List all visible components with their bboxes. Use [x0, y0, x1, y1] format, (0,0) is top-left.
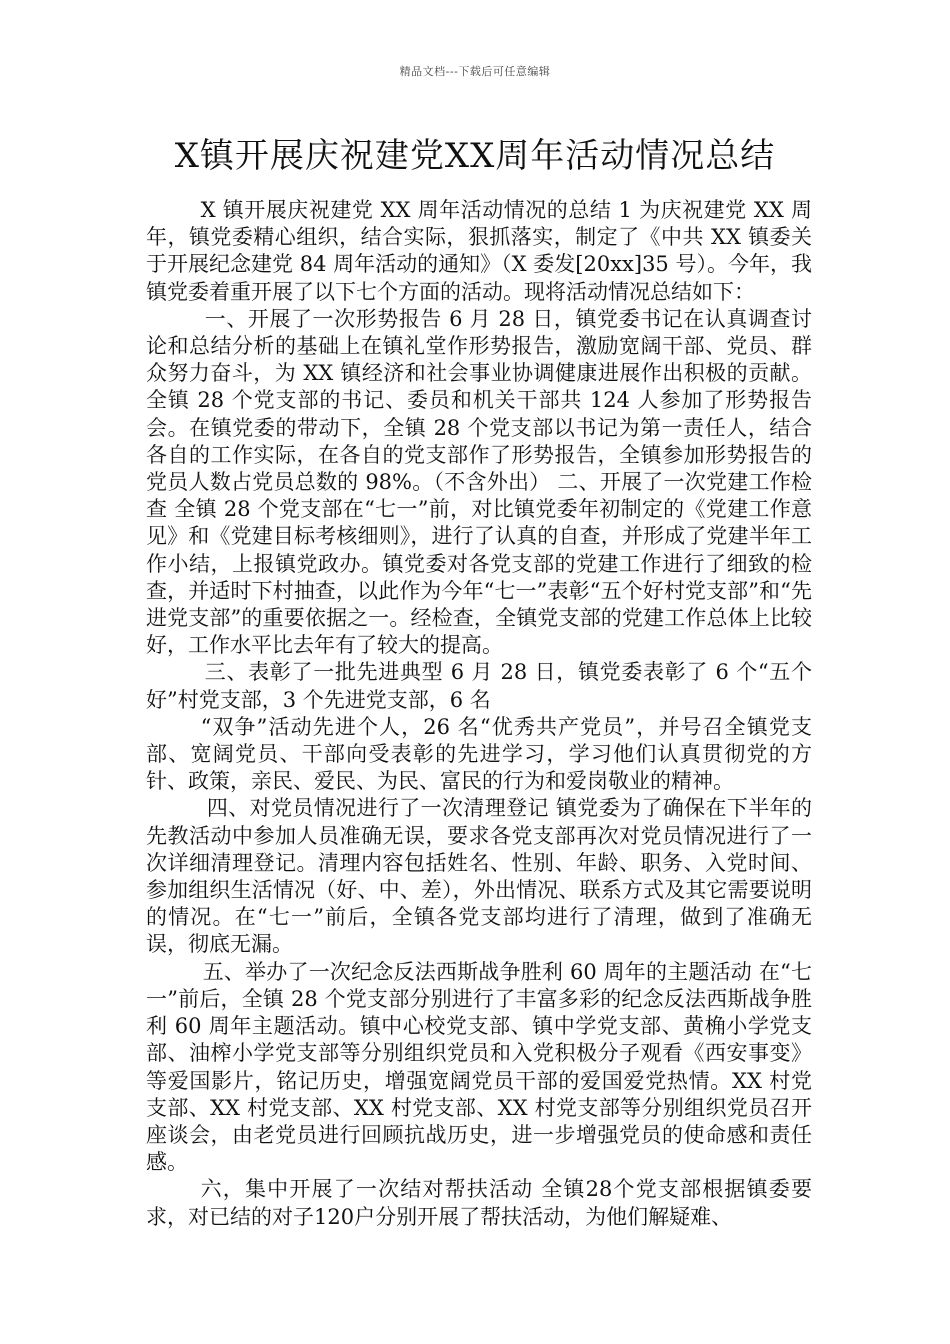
document-body [146, 197, 812, 1231]
paragraph-section-4: 四、对党员情况进行了一次清理登记 镇党委为了确保在下半年的先教活动中参加人员准确无误，要求各党支部再次对党员情况进行了一次详细清理登记。清理内容包括姓名、性别、年龄、职务、入党时间、参加组织生活情况（好、中、差），外出情况、联系方式及其它需要说明的情况。在“七一”前后，全镇各党支部均进行了清理，做到了准确无误，彻底无漏。 [146, 796, 812, 957]
document-title: X镇开展庆祝建党XX周年活动情况总结 [174, 136, 776, 176]
paragraph-section-3: 三、表彰了一批先进典型 6 月 28 日，镇党委表彰了 6 个“五个好”村党支部，3 个先进党支部，6 名 [146, 660, 812, 712]
paragraph-section-1-2: 一、开展了一次形势报告 6 月 28 日，镇党委书记在认真调查讨论和总结分析的基础上在镇礼堂作形势报告，激励宽阔干部、党员、群众努力奋斗，为 XX 镇经济和社会事业协调健康进展作出积极的贡献。全镇 28 个党支部的书记、委员和机关干部共 124 人参加了形势报告会。在镇党委的带动下，全镇 28 个党支部以书记为第一责任人，结合各自的工作实际，在各自的党支部作了形势报告，全镇参加形势报告的党员人数占党员总数的 98%。（不含外出） 二、开展了一次党建工作检查 全镇 28 个党支部在“七一”前，对比镇党委年初制定的《党建工作意见》和《党建目标考核细则》，进行了认真的自查，并形成了党建半年工作小结，上报镇党政办。镇党委对各党支部的党建工作进行了细致的检查，并适时下村抽查，以此作为今年“七一”表彰“五个好村党支部”和“先进党支部”的重要依据之一。经检查，全镇党支部的党建工作总体上比较好，工作水平比去年有了较大的提高。 [146, 306, 812, 658]
paragraph-intro: X 镇开展庆祝建党 XX 周年活动情况的总结 1 为庆祝建党 XX 周年，镇党委精心组织，结合实际，狠抓落实，制定了《中共 XX 镇委关于开展纪念建党 84 周年活动的通知》（X 委发[20xx]35 号）。今年，我镇党委着重开展了以下七个方面的活动。现将活动情况总结如下： [146, 198, 812, 304]
header-note: 精品文档---下载后可任意编辑 [399, 65, 551, 78]
paragraph-section-5: 五、举办了一次纪念反法西斯战争胜利 60 周年的主题活动 在“七一”前后，全镇 28 个党支部分别进行了丰富多彩的纪念反法西斯战争胜利 60 周年主题活动。镇中心校党支部、镇中学党支部、黄桷小学党支部、油榨小学党支部等分别组织党员和入党积极分子观看《西安事变》等爱国影片，铭记历史，增强宽阔党员干部的爱国爱党热情。XX 村党支部、XX 村党支部、XX 村党支部、XX 村党支部等分别组织党员召开座谈会，由老党员进行回顾抗战历史，进一步增强党员的使命感和责任感。 [146, 959, 812, 1175]
paragraph-section-3-continued: “双争”活动先进个人，26 名“优秀共产党员”，并号召全镇党支部、宽阔党员、干部向受表彰的先进学习，学习他们认真贯彻党的方针、政策，亲民、爱民、为民、富民的行为和爱岗敬业的精神。 [146, 714, 812, 794]
paragraph-section-6: 六，集中开展了一次结对帮扶活动 全镇28个党支部根据镇委要求，对已结的对子120户分别开展了帮扶活动，为他们解疑难、 [146, 1177, 812, 1229]
